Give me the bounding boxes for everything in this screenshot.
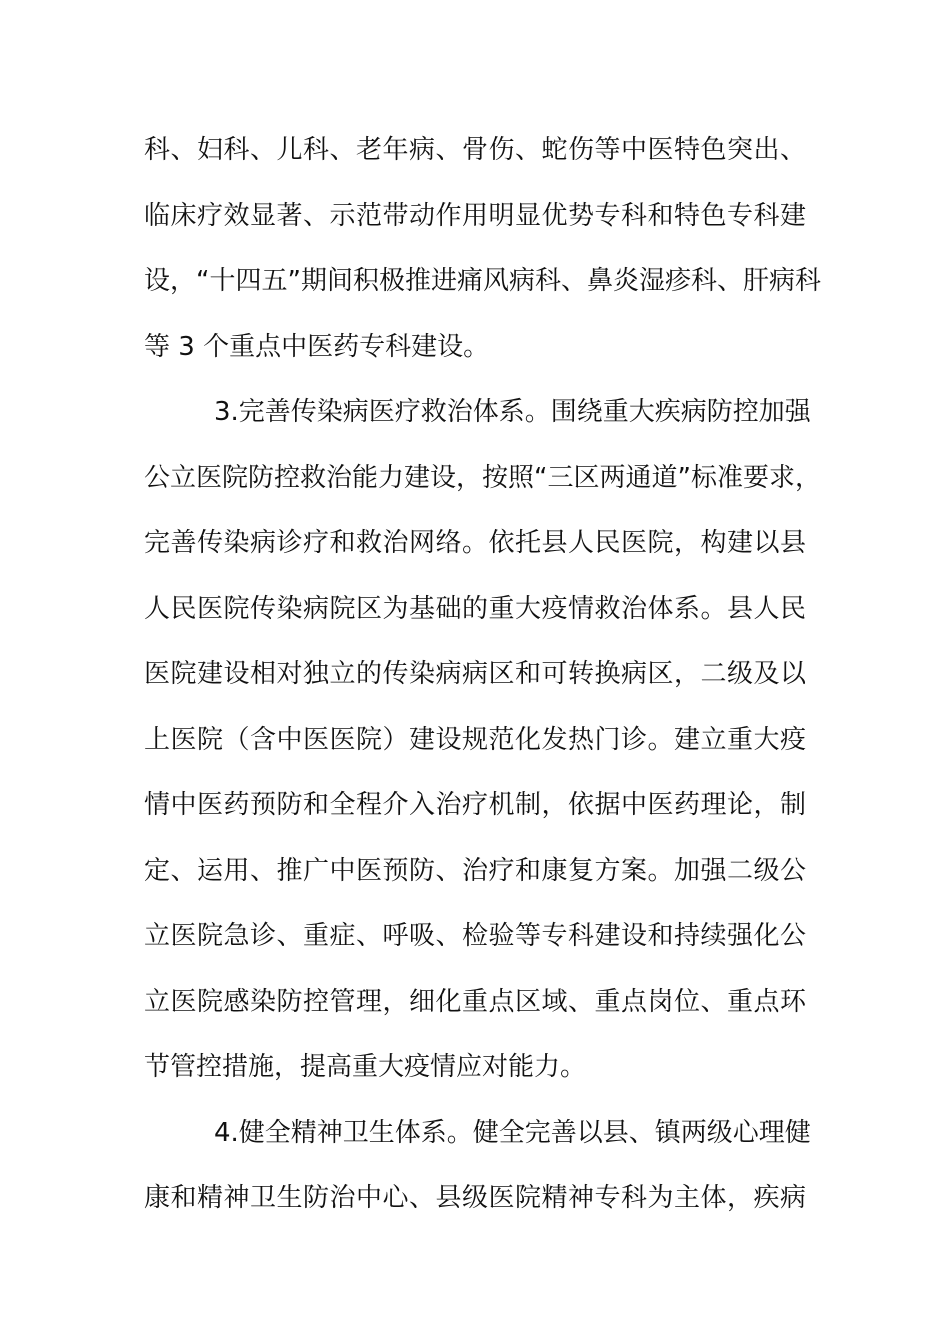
text-line: 公立医院防控救治能力建设，按照“三区两通道”标准要求， xyxy=(144,462,821,493)
text-line: 康和精神卫生防治中心、县级医院精神专科为主体，疾病 xyxy=(144,1183,806,1213)
text-line: 临床疗效显著、示范带动作用明显优势专科和特色专科建 xyxy=(144,200,806,231)
text-line: 设，“十四五”期间积极推进痛风病科、鼻炎湿疹科、肝病科 xyxy=(144,266,821,296)
text-line: 上医院（含中医医院）建设规范化发热门诊。建立重大疫 xyxy=(144,724,806,755)
text-line: 科、妇科、儿科、老年病、骨伤、蛇伤等中医特色突出、 xyxy=(144,135,806,165)
body-text xyxy=(144,118,821,1232)
text-line: 等 3 个重点中医药专科建设。 xyxy=(144,331,490,362)
text-line: 情中医药预防和全程介入治疗机制，依据中医药理论，制 xyxy=(144,790,806,820)
section-heading-line: 4.健全精神卫生体系。健全完善以县、镇两级心理健 xyxy=(214,1117,811,1148)
text-line: 医院建设相对独立的传染病病区和可转换病区，二级及以 xyxy=(144,659,806,689)
text-line: 节管控措施，提高重大疫情应对能力。 xyxy=(144,1052,587,1082)
text-line: 定、运用、推广中医预防、治疗和康复方案。加强二级公 xyxy=(144,855,806,886)
text-line: 立医院感染防控管理，细化重点区域、重点岗位、重点环 xyxy=(144,986,806,1017)
text-line: 完善传染病诊疗和救治网络。依托县人民医院，构建以县 xyxy=(144,528,806,558)
text-line: 立医院急诊、重症、呼吸、检验等专科建设和持续强化公 xyxy=(144,921,806,951)
section-heading-line: 3.完善传染病医疗救治体系。围绕重大疾病防控加强 xyxy=(214,397,811,427)
text-line: 人民医院传染病院区为基础的重大疫情救治体系。县人民 xyxy=(144,593,806,624)
